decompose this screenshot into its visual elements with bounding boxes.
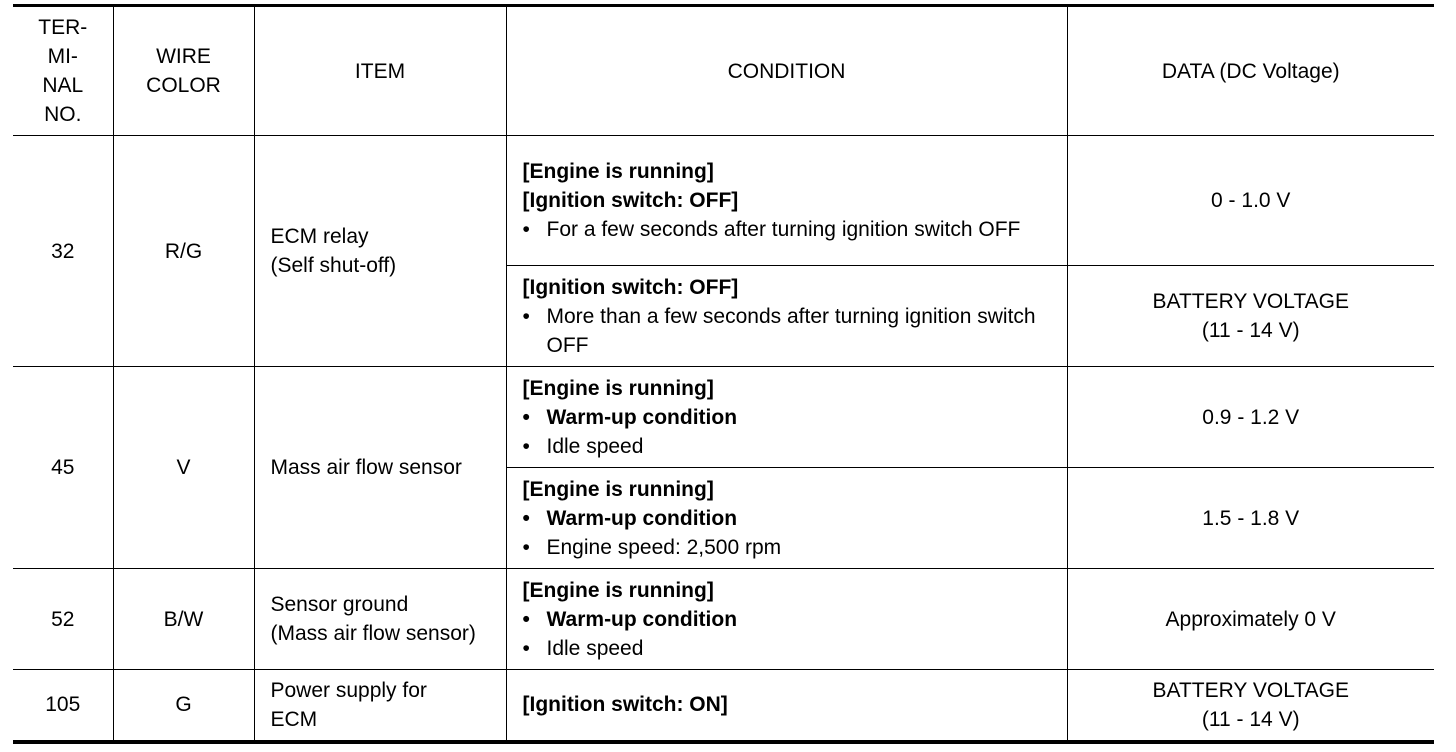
header-wire-line: COLOR [146,74,221,97]
header-terminal-line: TER- [38,16,88,39]
wire-color-cell: R/G [113,136,254,367]
condition-heading: [Ignition switch: OFF] [522,189,739,212]
condition-heading: [Ignition switch: OFF] [522,275,739,299]
item-cell [254,367,506,569]
condition-bullet: • For a few seconds after turning ignition switch OFF [523,215,1047,244]
data-cell [1067,367,1434,468]
item-line: ECM [270,707,318,731]
data-cell [1067,468,1434,569]
header-terminal-no [13,6,113,136]
data-cell [1067,670,1434,742]
terminal-no-cell: 32 [13,136,113,367]
header-data: DATA (DC Voltage) [1067,6,1434,136]
condition-bullet: • Warm-up condition [523,605,1047,634]
condition-cell [506,468,1067,569]
condition-bullet: • Engine speed: 2,500 rpm [523,533,1047,562]
header-condition: CONDITION [506,6,1067,136]
item-line: Power supply for [270,678,427,702]
condition-bullet: • More than a few seconds after turning ignition switch OFF [523,302,1047,360]
condition-cell [506,670,1067,742]
header-terminal-line: NAL [42,74,84,97]
terminal-no-cell: 105 [13,670,113,742]
data-cell [1067,266,1434,367]
header-terminal-line: MI- [47,45,78,68]
item-cell [254,136,506,367]
condition-heading: [Ignition switch: ON] [522,693,728,717]
data-line: BATTERY VOLTAGE [1152,290,1349,313]
item-cell [254,670,506,742]
condition-cell [506,569,1067,670]
condition-cell [506,367,1067,468]
data-line: 0.9 - 1.2 V [1202,405,1300,429]
condition-bullet: • Warm-up condition [523,504,1047,533]
condition-heading: [Engine is running] [522,578,714,602]
table-row [13,569,1434,670]
header-wire-color [113,6,254,136]
header-terminal-line: NO. [44,103,82,126]
data-line: (11 - 14 V) [1201,319,1300,342]
data-cell [1067,136,1434,266]
item-line: ECM relay [270,225,369,248]
data-line: 0 - 1.0 V [1211,189,1291,212]
condition-cell [506,266,1067,367]
data-line: BATTERY VOLTAGE [1152,678,1349,702]
terminal-no-cell: 52 [13,569,113,670]
wire-color-cell: V [113,367,254,569]
condition-heading: [Engine is running] [522,376,714,400]
header-item: ITEM [254,6,506,136]
header-row [13,6,1434,136]
data-line: (11 - 14 V) [1201,707,1300,731]
wire-color-cell: B/W [113,569,254,670]
item-line: (Self shut-off) [270,254,397,277]
item-line: (Mass air flow sensor) [270,622,476,645]
item-cell [254,569,506,670]
item-line: Mass air flow sensor [270,456,462,479]
item-line: Sensor ground [270,593,409,616]
terminal-no-cell: 45 [13,367,113,569]
condition-bullet: • Idle speed [523,634,1047,663]
wire-color-cell: G [113,670,254,742]
condition-cell [506,136,1067,266]
condition-bullet: • Idle speed [523,432,1047,461]
data-cell [1067,569,1434,670]
header-wire-line: WIRE [156,45,211,68]
condition-bullet: • Warm-up condition [523,403,1047,432]
table-row [13,670,1434,742]
data-line: Approximately 0 V [1165,607,1336,631]
condition-heading: [Engine is running] [522,160,714,183]
condition-heading: [Engine is running] [522,477,714,501]
table-row [13,367,1434,468]
table-row [13,136,1434,266]
terminal-spec-table [13,4,1434,744]
data-line: 1.5 - 1.8 V [1202,506,1300,530]
